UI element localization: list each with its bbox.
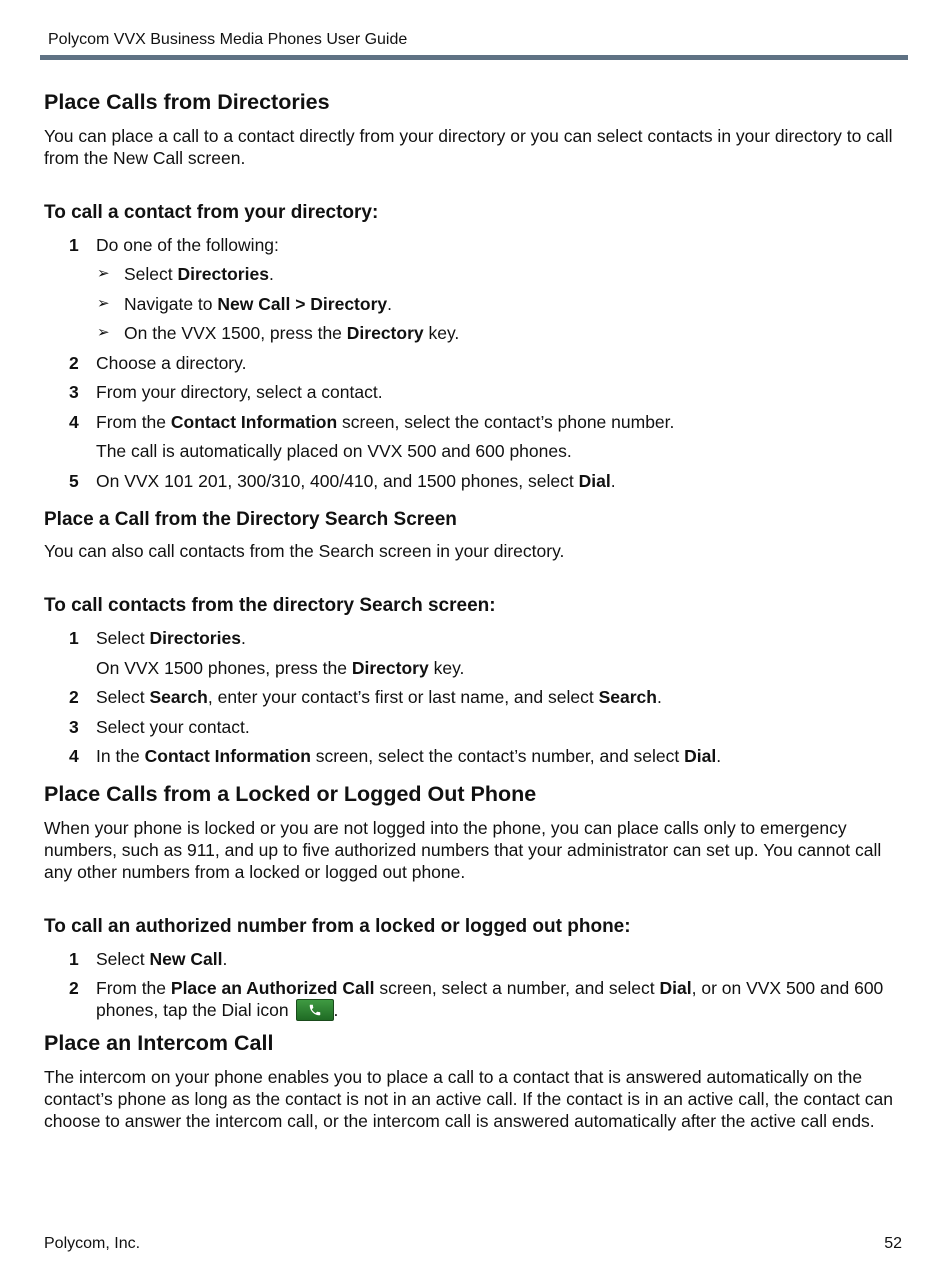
locked-intro: When your phone is locked or you are not logged into the phone, you can place calls only to emergency numbers, such as 911, and up to five authorized numbers that your administrator can set up. You cannot call any other numbers from a locked or logged out phone.	[44, 817, 882, 882]
step-text-cont: , or on VVX 500 and 600 phones, tap the Dial icon	[96, 978, 884, 1021]
step-note: The call is automatically placed on VVX 500 and 600 phones.	[96, 441, 572, 462]
step-bold: Contact Information	[144, 746, 311, 767]
step-number: 3	[69, 716, 79, 737]
step-bold: New Call	[149, 948, 223, 969]
step-text-end: .	[333, 1000, 339, 1021]
step-bold: Dial	[578, 470, 611, 491]
step-text-end: .	[716, 746, 722, 767]
bullet-item	[44, 293, 904, 315]
step-text: On VVX 101 201, 300/310, 400/410, and 1500 phones, select	[96, 470, 579, 491]
step-item	[44, 352, 904, 374]
step-text-end: .	[656, 687, 662, 708]
step-number: 4	[69, 746, 79, 767]
step-number: 1	[69, 628, 79, 649]
step-number: 2	[69, 687, 79, 708]
arrow-bullet-icon: ➢	[97, 265, 110, 283]
step-text: Select your contact.	[96, 716, 250, 737]
step-number: 3	[69, 382, 79, 403]
heading-locked-phone: Place Calls from a Locked or Logged Out Phone	[44, 782, 537, 807]
step-text: Select	[96, 628, 150, 649]
step-text: From your directory, select a contact.	[96, 382, 383, 403]
step-item	[44, 381, 904, 403]
step-bold: Directories	[149, 628, 241, 649]
step-number: 2	[69, 978, 79, 999]
step-item	[44, 948, 904, 970]
step-bold: Dial	[684, 746, 717, 767]
step-text-end: .	[240, 628, 246, 649]
step-text-end: screen, select the contact’s phone number.	[337, 411, 675, 432]
step-item	[44, 716, 904, 738]
bullet-item	[44, 322, 904, 344]
step-text-mid: , enter your contact’s first or last name, and select	[207, 687, 599, 708]
step-item	[44, 627, 904, 649]
bullet-bold: Directory	[346, 323, 424, 344]
bullet-text: Select	[124, 264, 178, 285]
step-bold: Place an Authorized Call	[170, 978, 375, 999]
step-item	[44, 470, 904, 492]
bullet-bold: New Call > Directory	[217, 293, 388, 314]
note-text-end: key.	[428, 657, 465, 678]
step-bold: Search	[149, 687, 208, 708]
procedure-heading-authorized-number: To call an authorized number from a locked or logged out phone:	[44, 915, 631, 937]
step-number: 4	[69, 411, 79, 432]
bullet-text: On the VVX 1500, press the	[124, 323, 347, 344]
step-number: 2	[69, 352, 79, 373]
step-text-end: .	[610, 470, 616, 491]
procedure-heading-call-from-directory: To call a contact from your directory:	[44, 201, 379, 223]
step-number: 5	[69, 470, 79, 491]
search-intro: You can also call contacts from the Search screen in your directory.	[44, 541, 565, 562]
arrow-bullet-icon: ➢	[97, 324, 110, 342]
step-text: From the	[96, 411, 171, 432]
running-header: Polycom VVX Business Media Phones User Guide	[48, 31, 408, 48]
bullet-text-end: .	[268, 264, 274, 285]
step-text: Select	[96, 948, 150, 969]
footer-company: Polycom, Inc.	[44, 1235, 141, 1252]
intercom-intro: The intercom on your phone enables you to place a call to a contact that is answered automatically on the contact’s phone as long as the contact is not in an active call. If the contact is in an active call, the contact can choose to answer the intercom call, or the intercom call is answered automatically after the active call ends.	[44, 1067, 893, 1132]
header-rule	[40, 55, 908, 60]
step-number: 1	[69, 948, 79, 969]
step-text-mid: screen, select a number, and select	[374, 978, 660, 999]
step-text: From the	[96, 978, 171, 999]
step-item	[44, 411, 904, 433]
directories-intro: You can place a call to a contact directly from your directory or you can select contacts in your directory to call from the New Call screen.	[44, 125, 893, 168]
step-text: Do one of the following:	[96, 234, 279, 255]
arrow-bullet-icon: ➢	[97, 294, 110, 312]
step-text-end: .	[222, 948, 228, 969]
bullet-item	[44, 263, 904, 285]
step-number: 1	[69, 234, 79, 255]
page-number: 52	[884, 1235, 902, 1252]
step-text: Choose a directory.	[96, 352, 247, 373]
procedure-heading-call-from-search: To call contacts from the directory Search screen:	[44, 595, 496, 617]
step-bold: Contact Information	[170, 411, 338, 432]
heading-intercom-call: Place an Intercom Call	[44, 1031, 274, 1056]
dial-phone-icon	[296, 999, 334, 1021]
bullet-text-end: key.	[423, 323, 460, 344]
step-text-mid: screen, select the contact’s number, and select	[310, 746, 685, 767]
note-text: On VVX 1500 phones, press the	[96, 657, 352, 678]
step-text: In the	[96, 746, 145, 767]
step-bold: Search	[598, 687, 657, 708]
step-bold: Dial	[659, 978, 692, 999]
bullet-text-end: .	[387, 293, 392, 314]
step-item	[44, 686, 904, 708]
bullet-text: Navigate to	[124, 293, 218, 314]
step-item	[44, 745, 904, 767]
step-item	[44, 977, 904, 1021]
page-content	[44, 90, 904, 1132]
step-item	[44, 234, 904, 256]
bullet-bold: Directories	[177, 264, 269, 285]
step-text: Select	[96, 687, 150, 708]
step-note	[44, 657, 904, 679]
heading-directory-search-screen: Place a Call from the Directory Search Screen	[44, 508, 457, 530]
note-bold: Directory	[351, 657, 429, 678]
heading-place-calls-from-directories: Place Calls from Directories	[44, 90, 330, 114]
